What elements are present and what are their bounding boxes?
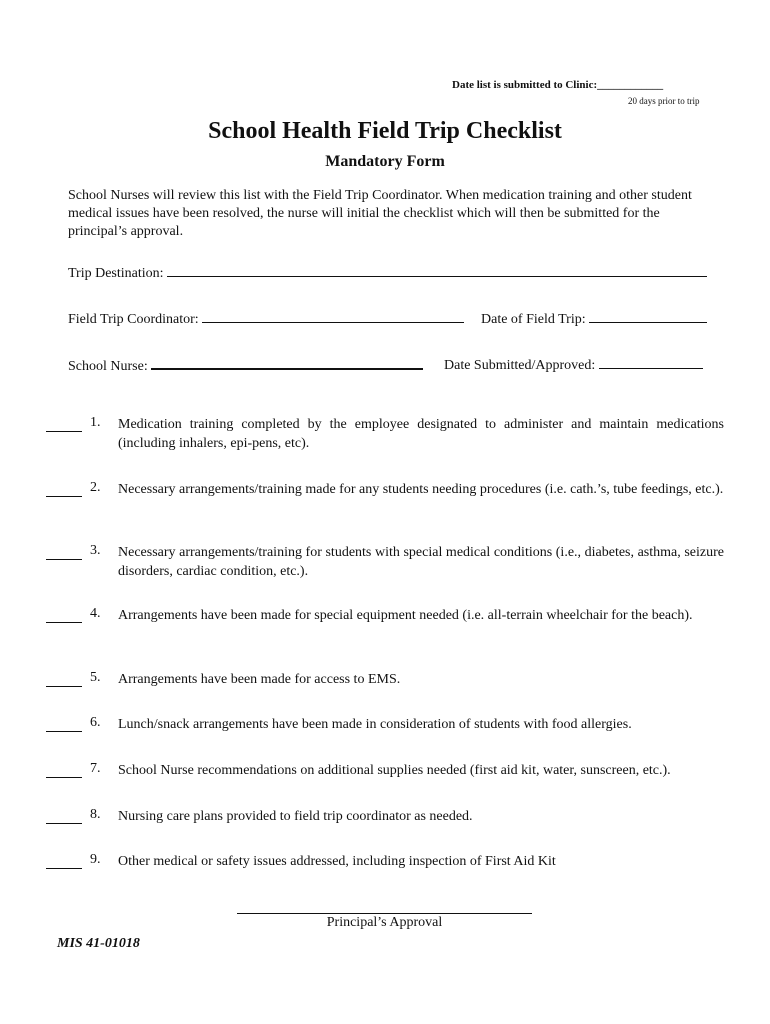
item-5-text: Arrangements have been made for access to EMS. — [118, 672, 401, 687]
clinic-submit-date — [452, 79, 663, 91]
item-1-initial-blank[interactable] — [46, 430, 82, 432]
trip-destination-label: Trip Destination: — [68, 266, 164, 281]
item-8-number: 8. — [90, 807, 101, 822]
form-code: MIS 41-01018 — [57, 936, 140, 951]
coordinator-field[interactable] — [202, 308, 464, 323]
item-2-number: 2. — [90, 480, 101, 495]
trip-destination-field[interactable] — [167, 262, 707, 277]
item-8-initial-blank[interactable] — [46, 822, 82, 824]
trip-date-field[interactable] — [589, 308, 707, 323]
item-9-number: 9. — [90, 852, 101, 867]
page-subtitle: Mandatory Form — [325, 153, 445, 170]
item-3-number: 3. — [90, 543, 101, 558]
trip-date-row — [481, 308, 707, 328]
principal-signature-line[interactable] — [237, 912, 532, 914]
school-nurse-label: School Nurse: — [68, 359, 148, 374]
date-approved-row — [444, 354, 703, 374]
date-approved-field[interactable] — [599, 354, 703, 369]
item-3-initial-blank[interactable] — [46, 558, 82, 560]
item-6-text: Lunch/snack arrangements have been made in consideration of students with food allergies. — [118, 717, 632, 732]
clinic-submit-label: Date list is submitted to Clinic: — [452, 79, 598, 91]
item-2-initial-blank[interactable] — [46, 495, 82, 497]
item-9-initial-blank[interactable] — [46, 867, 82, 869]
item-4-text: Arrangements have been made for special equipment needed (i.e. all-terrain wheelchair for the beach). — [118, 608, 693, 623]
item-3-text: Necessary arrangements/training for students with special medical conditions (i.e., diabetes, asthma, seizure disorders, cardiac condition, etc.). — [118, 545, 724, 579]
item-6-number: 6. — [90, 715, 101, 730]
item-4-initial-blank[interactable] — [46, 621, 82, 623]
school-nurse-field[interactable] — [151, 354, 423, 370]
date-approved-label: Date Submitted/Approved: — [444, 358, 596, 373]
item-2-text: Necessary arrangements/training made for any students needing procedures (i.e. cath.’s, tube feedings, etc.). — [118, 482, 724, 497]
trip-date-label: Date of Field Trip: — [481, 312, 586, 327]
item-7-initial-blank[interactable] — [46, 776, 82, 778]
school-nurse-row — [68, 354, 423, 375]
trip-destination-row — [68, 262, 707, 282]
prior-note: 20 days prior to trip — [628, 96, 700, 106]
item-9-text: Other medical or safety issues addressed, including inspection of First Aid Kit — [118, 854, 556, 869]
intro-paragraph: School Nurses will review this list with the Field Trip Coordinator. When medication training and other student medical issues have been resolved, the nurse will initial the checklist which will then be submitted for the principal’s approval. — [68, 188, 692, 239]
item-4-number: 4. — [90, 606, 101, 621]
clinic-submit-blank[interactable]: ____________ — [597, 79, 664, 91]
item-1-text: Medication training completed by the employee designated to administer and maintain medications (including inhalers, epi-pens, etc). — [118, 417, 724, 451]
item-5-initial-blank[interactable] — [46, 685, 82, 687]
item-5-number: 5. — [90, 670, 101, 685]
page-title: School Health Field Trip Checklist — [208, 118, 562, 144]
coordinator-label: Field Trip Coordinator: — [68, 312, 199, 327]
item-7-number: 7. — [90, 761, 101, 776]
item-6-initial-blank[interactable] — [46, 730, 82, 732]
item-7-text: School Nurse recommendations on additional supplies needed (first aid kit, water, sunscreen, etc.). — [118, 763, 671, 778]
item-1-number: 1. — [90, 415, 101, 430]
item-8-text: Nursing care plans provided to field trip coordinator as needed. — [118, 809, 473, 824]
coordinator-row — [68, 308, 464, 328]
principal-approval-label: Principal’s Approval — [326, 915, 443, 930]
